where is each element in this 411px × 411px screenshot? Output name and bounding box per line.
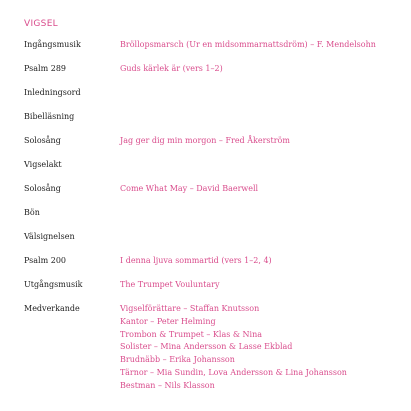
program-item-value: Come What May – David Baerwell	[120, 184, 259, 193]
credits-label: Medverkande	[24, 304, 80, 313]
program-item-label: Vigselakt	[24, 160, 62, 169]
credit-line: Brudnäbb – Erika Johansson	[120, 355, 235, 365]
program-item-value: Jag ger dig min morgon – Fred Åkerström	[120, 136, 290, 145]
program-item-label: Ingångsmusik	[24, 40, 81, 49]
program-item-label: Psalm 200	[24, 256, 66, 265]
credits-list	[120, 303, 347, 393]
program-item-value: I denna ljuva sommartid (vers 1–2, 4)	[120, 256, 272, 265]
credit-line: Tärnor – Mia Sundin, Lova Andersson & Lina Johansson	[120, 367, 347, 377]
program-item-label: Välsignelsen	[24, 232, 75, 241]
program-item-label: Bön	[24, 208, 40, 217]
credit-line: Kantor – Peter Helming	[120, 316, 216, 326]
credit-line: Bestman – Nils Klasson	[120, 380, 215, 390]
credit-line: Solister – Mina Andersson & Lasse Ekblad	[120, 342, 293, 352]
program-item-value: Guds kärlek är (vers 1–2)	[120, 64, 223, 73]
program-item-label: Utgångsmusik	[24, 280, 83, 289]
credit-line: Vigselförättare – Staffan Knutsson	[120, 304, 260, 313]
program-item-label: Psalm 289	[24, 64, 66, 73]
program-item-value: Bröllopsmarsch (Ur en midsommarnattsdröm) – F. Mendelsohn	[120, 40, 376, 49]
credit-line: Trombon & Trumpet – Klas & Nina	[120, 329, 263, 339]
program-item-label: Inledningsord	[24, 88, 81, 97]
program-item-label: Solosång	[24, 184, 61, 193]
program-item-value: The Trumpet Vouluntary	[120, 280, 220, 289]
section-heading: VIGSEL	[24, 19, 58, 29]
program-item-label: Solosång	[24, 136, 61, 145]
program-item-label: Bibelläsning	[24, 112, 75, 121]
